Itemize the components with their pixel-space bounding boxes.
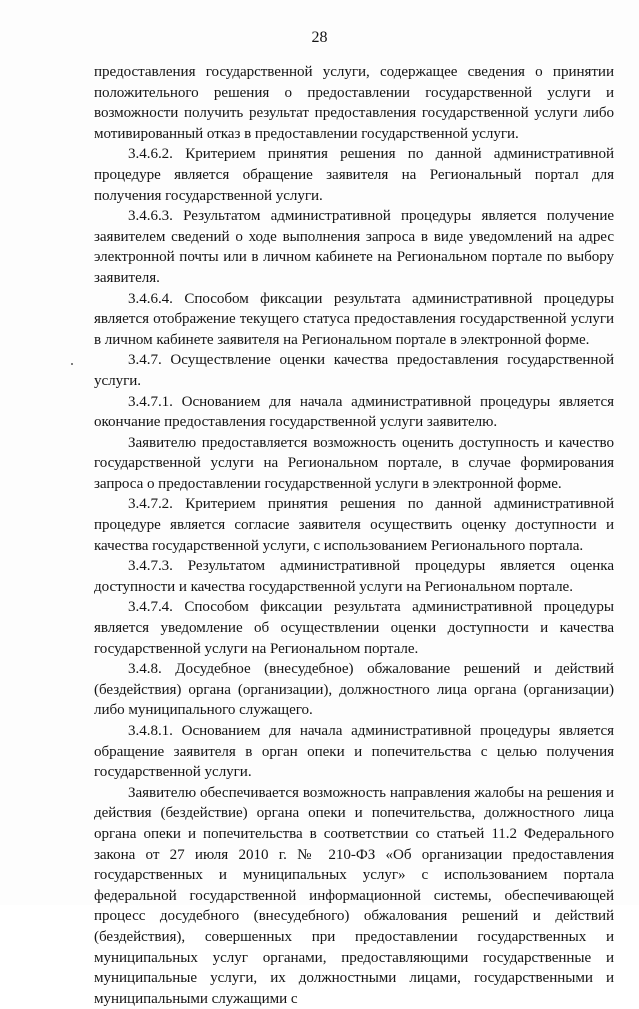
- paragraph-3-4-6-3: 3.4.6.3. Результатом административной процедуры является получение заявителем сведений о ходе выполнения запроса в виде уведомлений на адрес электронной почты или в личном кабинете на Региональном портале по выбору заявителя.: [94, 208, 614, 286]
- paragraph-3-4-8: 3.4.8. Досудебное (внесудебное) обжалование решений и действий (бездействия) органа (организации), должностного лица органа (организации) либо муниципального служащего.: [94, 661, 614, 719]
- document-body: [94, 62, 614, 1009]
- paragraph-3-4-7: 3.4.7. Осуществление оценки качества предоставления государственной услуги.: [94, 352, 614, 389]
- page-number: 28: [311, 29, 328, 46]
- paragraph-3-4-7-3: 3.4.7.3. Результатом административной процедуры является оценка доступности и качества государственной услуги на Региональном портале.: [94, 558, 614, 595]
- scan-speck: [71, 363, 73, 365]
- paragraph-complaint: Заявителю обеспечивается возможность направления жалобы на решения и действия (бездействие) органа опеки и попечительства, должностного лица органа опеки и попечительства в соответствии со статьей 11.2 Федерального закона от 27 июля 2010 г. № 210-ФЗ «Об организации предоставления государственных и муниципальных услуг» с использованием портала федеральной государственной информационной системы, обеспечивающей процесс досудебного (внесудебного) обжалования решений и действий (бездействия), совершенных при предоставлении государственных и муниципальных услуг органами, предоставляющими государственные и муниципальные услуги, их должностными лицами, государственными и муниципальными служащими с: [94, 784, 614, 1007]
- paragraph-3-4-7-2: 3.4.7.2. Критерием принятия решения по данной административной процедуре является согласие заявителя осуществить оценку доступности и качества государственной услуги, с использованием Регионального портала.: [94, 496, 614, 554]
- paragraph-3-4-8-1: 3.4.8.1. Основанием для начала административной процедуры является обращение заявителя в орган опеки и попечительства с целью получения государственной услуги.: [94, 723, 614, 781]
- paragraph-applicant-rating: Заявителю предоставляется возможность оценить доступность и качество государственной услуги на Региональном портале, в случае формирования запроса о предоставлении государственной услуги в электронной форме.: [94, 434, 614, 492]
- paragraph-3-4-6-4: 3.4.6.4. Способом фиксации результата административной процедуры является отображение текущего статуса предоставления государственной услуги в личном кабинете заявителя на Региональном портале в электронной форме.: [94, 290, 614, 348]
- paragraph-continuation: предоставления государственной услуги, содержащее сведения о принятии положительного решения о предоставлении государственной услуги и возможности получить результат предоставления государственной услуги либо мотивированный отказ в предоставлении государственной услуги.: [94, 64, 614, 142]
- paragraph-3-4-7-4: 3.4.7.4. Способом фиксации результата административной процедуры является уведомление об осуществлении оценки доступности и качества государственной услуги на Региональном портале.: [94, 599, 614, 657]
- paragraph-3-4-7-1: 3.4.7.1. Основанием для начала административной процедуры является окончание предоставления государственной услуги заявителю.: [94, 393, 614, 431]
- paragraph-3-4-6-2: 3.4.6.2. Критерием принятия решения по данной административной процедуре является обращение заявителя на Региональный портал для получения государственной услуги.: [94, 146, 614, 204]
